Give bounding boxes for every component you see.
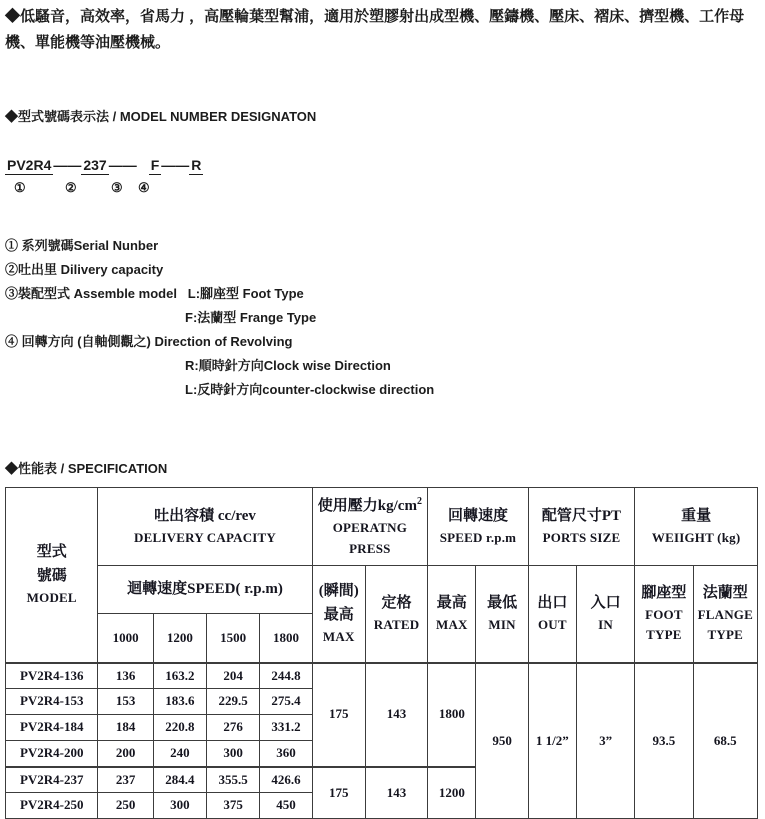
table-row bbox=[6, 663, 758, 689]
intro-paragraph: ◆低騷音，高效率，省馬力 ，高壓輪葉型幫浦，適用於塑膠射出成型機、壓鑄機、壓床、褶床、擠型機、工作母機、單能機等油壓機械。 bbox=[5, 8, 745, 51]
model-code-dash: —— bbox=[108, 157, 137, 173]
cell-value: 136 bbox=[98, 663, 153, 689]
cell-value: 375 bbox=[207, 793, 260, 819]
legend-capacity: ②吐出里 Dilivery capacity bbox=[5, 262, 164, 277]
model-code-markers bbox=[5, 180, 765, 200]
header-weight-flange: 法蘭型 FLANGE TYPE bbox=[693, 566, 757, 663]
cell-value: 250 bbox=[98, 793, 153, 819]
cell-value: 200 bbox=[98, 741, 153, 767]
specification-heading: ◆性能表 / SPECIFICATION bbox=[5, 461, 168, 476]
header-rpm-1800: 1800 bbox=[260, 614, 312, 663]
header-press-max: (瞬間) 最高 MAX bbox=[312, 566, 365, 663]
model-code-legend bbox=[5, 234, 765, 402]
cell-value: 275.4 bbox=[260, 689, 312, 715]
header-port-out: 出口 OUT bbox=[528, 566, 576, 663]
cell-value: 284.4 bbox=[153, 767, 206, 793]
cell-value: 183.6 bbox=[153, 689, 206, 715]
cell-value: 240 bbox=[153, 741, 206, 767]
model-code-capacity: 237 bbox=[83, 157, 107, 173]
marker-2: ② bbox=[65, 180, 77, 195]
cell-value: 276 bbox=[207, 715, 260, 741]
header-speed-min: 最低 MIN bbox=[476, 566, 528, 663]
cell-value: 360 bbox=[260, 741, 312, 767]
header-speed: 回轉速度 SPEED r.p.m bbox=[428, 488, 529, 566]
cell-value: 244.8 bbox=[260, 663, 312, 689]
cell-model: PV2R4-237 bbox=[6, 767, 98, 793]
cell-weight-foot: 93.5 bbox=[635, 663, 693, 819]
header-operating-press: 使用壓力$kg/cm^2$ OPERATNG PRESS bbox=[312, 488, 428, 566]
marker-4: ④ bbox=[138, 180, 150, 195]
model-code-series: PV2R4 bbox=[7, 157, 52, 173]
cell-speed-min: 950 bbox=[476, 663, 528, 819]
cell-press-max-group2: 175 bbox=[312, 767, 365, 819]
legend-assemble: ③裝配型式 Assemble model L:腳座型 Foot Type bbox=[5, 286, 304, 301]
header-speed-max: 最高 MAX bbox=[428, 566, 476, 663]
marker-3: ③ bbox=[111, 180, 123, 195]
cell-value: 355.5 bbox=[207, 767, 260, 793]
header-ports-size: 配管尺寸PT PORTS SIZE bbox=[528, 488, 635, 566]
marker-1: ① bbox=[14, 180, 26, 195]
cell-press-rated-group2: 143 bbox=[365, 767, 427, 819]
header-rpm-1200: 1200 bbox=[153, 614, 206, 663]
legend-revolving: ④ 回轉方向 (自軸側觀之) Direction of Revolving bbox=[5, 334, 293, 349]
legend-serial: ① 系列號碼Serial Nunber bbox=[5, 238, 159, 253]
cell-press-rated-group1: 143 bbox=[365, 663, 427, 767]
header-delivery-capacity: 吐出容積 cc/rev DELIVERY CAPACITY bbox=[98, 488, 312, 566]
cell-speed-max-group1: 1800 bbox=[428, 663, 476, 767]
cell-model: PV2R4-200 bbox=[6, 741, 98, 767]
model-code-rotation: R bbox=[191, 157, 202, 173]
cell-port-in: 3” bbox=[576, 663, 634, 819]
cell-press-max-group1: 175 bbox=[312, 663, 365, 767]
legend-flange-type: F:法蘭型 Frange Type bbox=[185, 310, 317, 325]
model-code bbox=[5, 157, 765, 173]
header-weight: 重量 WEIIGHT (kg) bbox=[635, 488, 758, 566]
cell-value: 300 bbox=[207, 741, 260, 767]
header-rpm-1000: 1000 bbox=[98, 614, 153, 663]
cell-value: 300 bbox=[153, 793, 206, 819]
model-code-dash: —— bbox=[161, 157, 190, 173]
header-rpm-1500: 1500 bbox=[207, 614, 260, 663]
model-code-dash: —— bbox=[53, 157, 82, 173]
header-press-rated: 定格 RATED bbox=[365, 566, 427, 663]
cell-model: PV2R4-136 bbox=[6, 663, 98, 689]
cell-value: 163.2 bbox=[153, 663, 206, 689]
model-designation-heading: ◆型式號碼表示法 / MODEL NUMBER DESIGNATON bbox=[5, 109, 317, 124]
cell-value: 220.8 bbox=[153, 715, 206, 741]
header-weight-foot: 腳座型 FOOT TYPE bbox=[635, 566, 693, 663]
cell-value: 153 bbox=[98, 689, 153, 715]
legend-counter-clockwise: L:反時針方向counter-clockwise direction bbox=[185, 382, 435, 397]
header-delivery-speed-sub: 迴轉速度SPEED( r.p.m) bbox=[98, 566, 312, 614]
cell-value: 229.5 bbox=[207, 689, 260, 715]
cell-model: PV2R4-153 bbox=[6, 689, 98, 715]
cell-speed-max-group2: 1200 bbox=[428, 767, 476, 819]
legend-clockwise: R:順時針方向Clock wise Direction bbox=[185, 358, 391, 373]
cell-weight-flange: 68.5 bbox=[693, 663, 757, 819]
cell-value: 204 bbox=[207, 663, 260, 689]
header-port-in: 入口 IN bbox=[576, 566, 634, 663]
cell-model: PV2R4-184 bbox=[6, 715, 98, 741]
cell-value: 237 bbox=[98, 767, 153, 793]
cell-value: 184 bbox=[98, 715, 153, 741]
header-model: 型式 號碼 MODEL bbox=[6, 488, 98, 663]
cell-value: 450 bbox=[260, 793, 312, 819]
model-code-mount: F bbox=[150, 157, 160, 173]
cell-value: 426.6 bbox=[260, 767, 312, 793]
specification-table bbox=[5, 487, 758, 819]
cell-port-out: 1 1/2” bbox=[528, 663, 576, 819]
cell-model: PV2R4-250 bbox=[6, 793, 98, 819]
cell-value: 331.2 bbox=[260, 715, 312, 741]
